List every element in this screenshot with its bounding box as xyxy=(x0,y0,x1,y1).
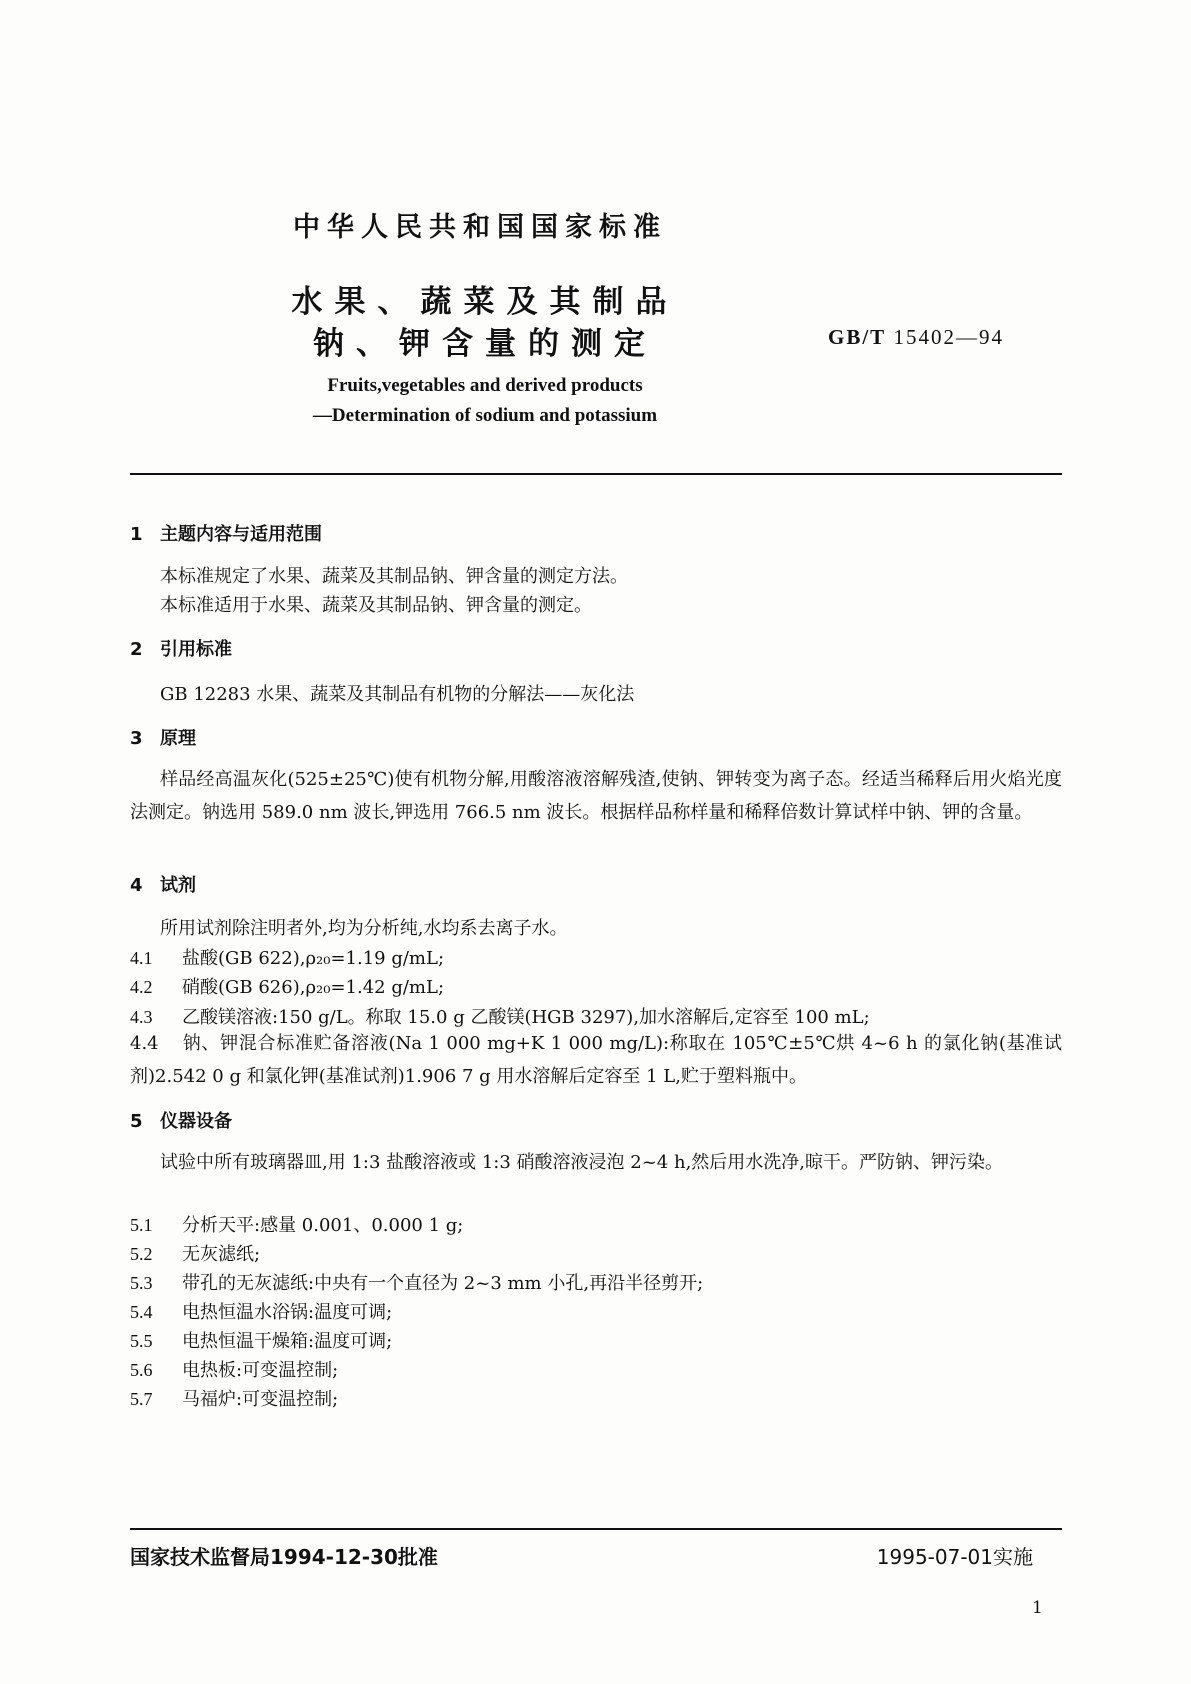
equipment-item xyxy=(130,1327,392,1353)
title-cn-line1: 水果、蔬菜及其制品 xyxy=(291,284,679,320)
section-2-title: 引用标准 xyxy=(160,639,232,660)
section-3-heading xyxy=(130,724,196,750)
title-en-line1: Fruits,vegetables and derived products xyxy=(327,375,643,396)
item-number: 4.3 xyxy=(130,1007,153,1027)
section-2-para-1: GB 12283 水果、蔬菜及其制品有机物的分解法——灰化法 xyxy=(160,684,635,705)
footer-divider xyxy=(130,1528,1062,1530)
item-text: 硝酸(GB 626),ρ₂₀=1.42 g/mL; xyxy=(182,977,445,998)
section-3-para-1: 样品经高温灰化(525±25℃)使有机物分解,用酸溶液溶解残渣,使钠、钾转变为离子态。经适当稀释后用火焰光度法测定。钠选用 589.0 nm 波长,钾选用 766.5 nm 波长。根据样品称样量和稀释倍数计算试样中钠、钾的含量。 xyxy=(130,769,1062,823)
section-5-intro: 试验中所有玻璃器皿,用 1:3 盐酸溶液或 1:3 硝酸溶液浸泡 2~4 h,然后用水洗净,晾干。严防钠、钾污染。 xyxy=(160,1152,1004,1173)
section-4-heading xyxy=(130,871,196,897)
section-4-number: 4 xyxy=(130,875,143,896)
equipment-item xyxy=(130,1211,463,1237)
section-2-heading xyxy=(130,635,232,661)
item-number: 4.4 xyxy=(130,1033,159,1054)
item-text: 马福炉:可变温控制; xyxy=(182,1389,339,1410)
section-5-title: 仪器设备 xyxy=(160,1111,232,1132)
item-number: 5.3 xyxy=(130,1273,153,1293)
item-number: 5.1 xyxy=(130,1215,153,1235)
title-cn-line2: 钠、钾含量的测定 xyxy=(313,326,657,362)
equipment-item xyxy=(130,1240,260,1266)
item-text: 钠、钾混合标准贮备溶液(Na 1 000 mg+K 1 000 mg/L):称取在 105℃±5℃烘 4~6 h 的氯化钠(基准试剂)2.542 0 g 和氯化钾(基准试剂)1.906 7 g 用水溶解后定容至 1 L,贮于塑料瓶中。 xyxy=(130,1033,1062,1087)
section-1-number: 1 xyxy=(130,524,143,545)
item-text: 无灰滤纸; xyxy=(182,1244,261,1265)
section-1-para-2: 本标准适用于水果、蔬菜及其制品钠、钾含量的测定。 xyxy=(160,595,592,616)
equipment-item xyxy=(130,1269,703,1295)
approval-date: 国家技术监督局1994-12-30批准 xyxy=(130,1545,438,1569)
reagent-item xyxy=(130,973,444,999)
equipment-item xyxy=(130,1385,338,1411)
item-number: 5.7 xyxy=(130,1389,153,1409)
section-4-intro: 所用试剂除注明者外,均为分析纯,水均系去离子水。 xyxy=(160,918,568,939)
item-number: 5.5 xyxy=(130,1331,153,1351)
national-standard-heading: 中华人民共和国国家标准 xyxy=(293,212,667,243)
item-text: 带孔的无灰滤纸:中央有一个直径为 2~3 mm 小孔,再沿半径剪开; xyxy=(182,1273,704,1294)
header-divider xyxy=(130,473,1062,475)
item-text: 电热恒温水浴锅:温度可调; xyxy=(182,1302,393,1323)
item-text: 乙酸镁溶液:150 g/L。称取 15.0 g 乙酸镁(HGB 3297),加水溶解后,定容至 100 mL; xyxy=(182,1007,870,1028)
section-1-heading xyxy=(130,520,322,546)
standard-code: 15402—94 xyxy=(893,325,1004,349)
item-number: 4.2 xyxy=(130,977,153,997)
reagent-item xyxy=(130,1003,870,1029)
section-4-title: 试剂 xyxy=(160,875,196,896)
section-1-para-1: 本标准规定了水果、蔬菜及其制品钠、钾含量的测定方法。 xyxy=(160,566,628,587)
section-2-number: 2 xyxy=(130,639,143,660)
item-number: 4.1 xyxy=(130,948,153,968)
item-number: 5.4 xyxy=(130,1302,153,1322)
page-number: 1 xyxy=(1032,1598,1043,1618)
section-1-title: 主题内容与适用范围 xyxy=(160,524,322,545)
implementation-date: 1995-07-01实施 xyxy=(876,1545,1033,1569)
item-number: 5.6 xyxy=(130,1360,153,1380)
reagent-item xyxy=(130,944,444,970)
item-text: 电热板:可变温控制; xyxy=(182,1360,339,1381)
section-5-heading xyxy=(130,1107,232,1133)
section-3-number: 3 xyxy=(130,728,143,749)
standard-number xyxy=(828,325,1004,350)
reagent-item-wrapped xyxy=(130,1027,1062,1093)
item-number: 5.2 xyxy=(130,1244,153,1264)
section-5-number: 5 xyxy=(130,1111,143,1132)
equipment-item xyxy=(130,1356,338,1382)
equipment-item xyxy=(130,1298,392,1324)
item-text: 盐酸(GB 622),ρ₂₀=1.19 g/mL; xyxy=(182,948,445,969)
item-text: 分析天平:感量 0.001、0.000 1 g; xyxy=(182,1215,464,1236)
item-text: 电热恒温干燥箱:温度可调; xyxy=(182,1331,393,1352)
title-en-line2: —Determination of sodium and potassium xyxy=(312,405,658,426)
standard-prefix: GB/T xyxy=(828,325,887,349)
section-3-title: 原理 xyxy=(160,728,196,749)
